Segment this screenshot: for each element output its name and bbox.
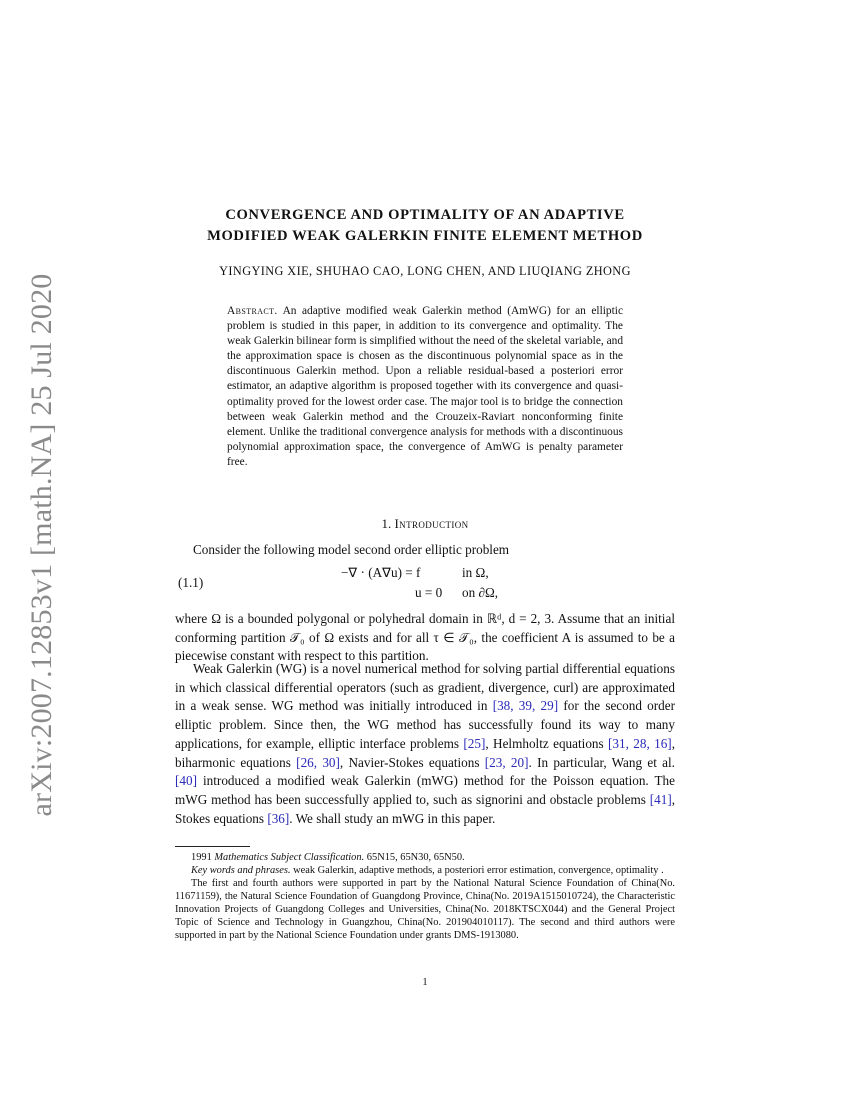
wg-text-5: , Navier-Stokes equations (339, 754, 480, 770)
abstract (227, 304, 623, 470)
wg-text-8: , Stokes equations (175, 791, 676, 826)
equation-1-1 (175, 565, 675, 605)
citation-link[interactable]: [38, 39, 29] (492, 698, 559, 714)
equation-line-2-domain: on ∂Ω, (462, 585, 499, 600)
wg-text-6: . In particular, Wang et al. (528, 754, 675, 770)
citation-link[interactable]: [26, 30] (296, 754, 340, 770)
section-heading (175, 516, 675, 532)
msc-label: Mathematics Subject Classification. (214, 852, 365, 863)
citation-link[interactable]: [41] (649, 791, 672, 807)
footnote-keywords (175, 864, 675, 877)
keywords-label: Key words and phrases. (191, 865, 291, 876)
abstract-label: Abstract. (227, 305, 278, 317)
footnote-msc (175, 851, 675, 864)
title-line-1: CONVERGENCE AND OPTIMALITY OF AN ADAPTIVE (225, 207, 625, 223)
citation-link[interactable]: [40] (175, 773, 197, 789)
wg-text-2: for the second order elliptic problem. Since then, the WG method has successfully found its way to many applications, for example, elliptic interface problems (175, 698, 676, 751)
citation-link[interactable]: [36] (267, 810, 290, 826)
wg-text-7: introduced a modified weak Galerkin (mWG) method for the Poisson equation. The mWG method has been successfully applied to, such as signorini and obstacle problems (175, 773, 676, 807)
page-number: 1 (422, 977, 428, 988)
msc-year: 1991 (191, 852, 212, 863)
footnotes (175, 851, 675, 942)
arxiv-identifier: arXiv:2007.12853v1 [math.NA] 25 Jul 2020 (25, 273, 58, 817)
wg-text-4: , biharmonic equations (175, 735, 675, 770)
paper-title (175, 205, 675, 247)
equation-line-1: −∇ · (A∇u) = f (341, 565, 421, 580)
equation-line-2: u = 0 (415, 585, 443, 600)
author-list: YINGYING XIE, SHUHAO CAO, LONG CHEN, AND LIUQIANG ZHONG (219, 264, 631, 278)
intro-where-paragraph: where Ω is a bounded polygonal or polyhedral domain in ℝᵈ, d = 2, 3. Assume that an initial conforming partition 𝒯₀ of Ω exists and for all τ ∈ 𝒯₀, the coefficient A is assumed to be a piecewise constant with respect to this partition. (175, 611, 675, 664)
abstract-text: An adaptive modified weak Galerkin method (AmWG) for an elliptic problem is studied in this paper, in addition to its convergence and optimality. The weak Galerkin bilinear form is simplified without the need of the skeletal variable, and the approximation space is chosen as the discontinuous polynomial space as in the discontinuous Galerkin method. Upon a reliable residual-based a posteriori error estimator, an adaptive algorithm is proposed together with its convergence and quasi-optimality proved for the lowest order case. The major tool is to bridge the connection between weak Galerkin method and the Crouzeix-Raviart nonconforming finite element. Unlike the traditional convergence analysis for methods with a discontinuous polynomial approximation space, the convergence of AmWG is penalty parameter free. (227, 305, 624, 468)
citation-link[interactable]: [23, 20] (484, 754, 529, 770)
citation-link[interactable]: [31, 28, 16] (608, 735, 672, 751)
title-line-2: MODIFIED WEAK GALERKIN FINITE ELEMENT METHOD (207, 228, 643, 244)
footnote-divider (175, 846, 250, 847)
section-number: 1. (381, 516, 392, 531)
footnote-funding: The first and fourth authors were supported in part by the National Natural Science Foundation of China(No. 11671159), the Natural Science Foundation of Guangdong Province, China(No. 2019A1515010724), the Characteristic Innovation Projects of Guangdong Colleges and Universities, China(No. 2018KTSCX044) and the General Project Topic of Science and Technology in Guangzhou, China(No. 201904010117). The second and third authors were supported in part by the National Science Foundation under grants DMS-1913080. (175, 878, 675, 941)
arxiv-sidebar (22, 273, 62, 817)
msc-codes: 65N15, 65N30, 65N50. (366, 852, 465, 863)
intro-consider-paragraph: Consider the following model second order elliptic problem (193, 542, 510, 557)
equation-line-1-domain: in Ω, (462, 565, 489, 580)
keywords-text: weak Galerkin, adaptive methods, a posteriori error estimation, convergence, optimality . (293, 865, 664, 876)
wg-text-3: , Helmholtz equations (485, 735, 604, 751)
citation-link[interactable]: [25] (463, 735, 486, 751)
intro-wg-paragraph (175, 660, 675, 828)
wg-text-9: . We shall study an mWG in this paper. (289, 810, 496, 826)
section-title: Introduction (394, 516, 469, 531)
wg-text-1: Weak Galerkin (WG) is a novel numerical method for solving partial differential equations in which classical differential operators (such as gradient, divergence, curl) are approximated in a weak sense. WG method was initially introduced in (175, 661, 675, 714)
equation-number: (1.1) (178, 575, 204, 590)
